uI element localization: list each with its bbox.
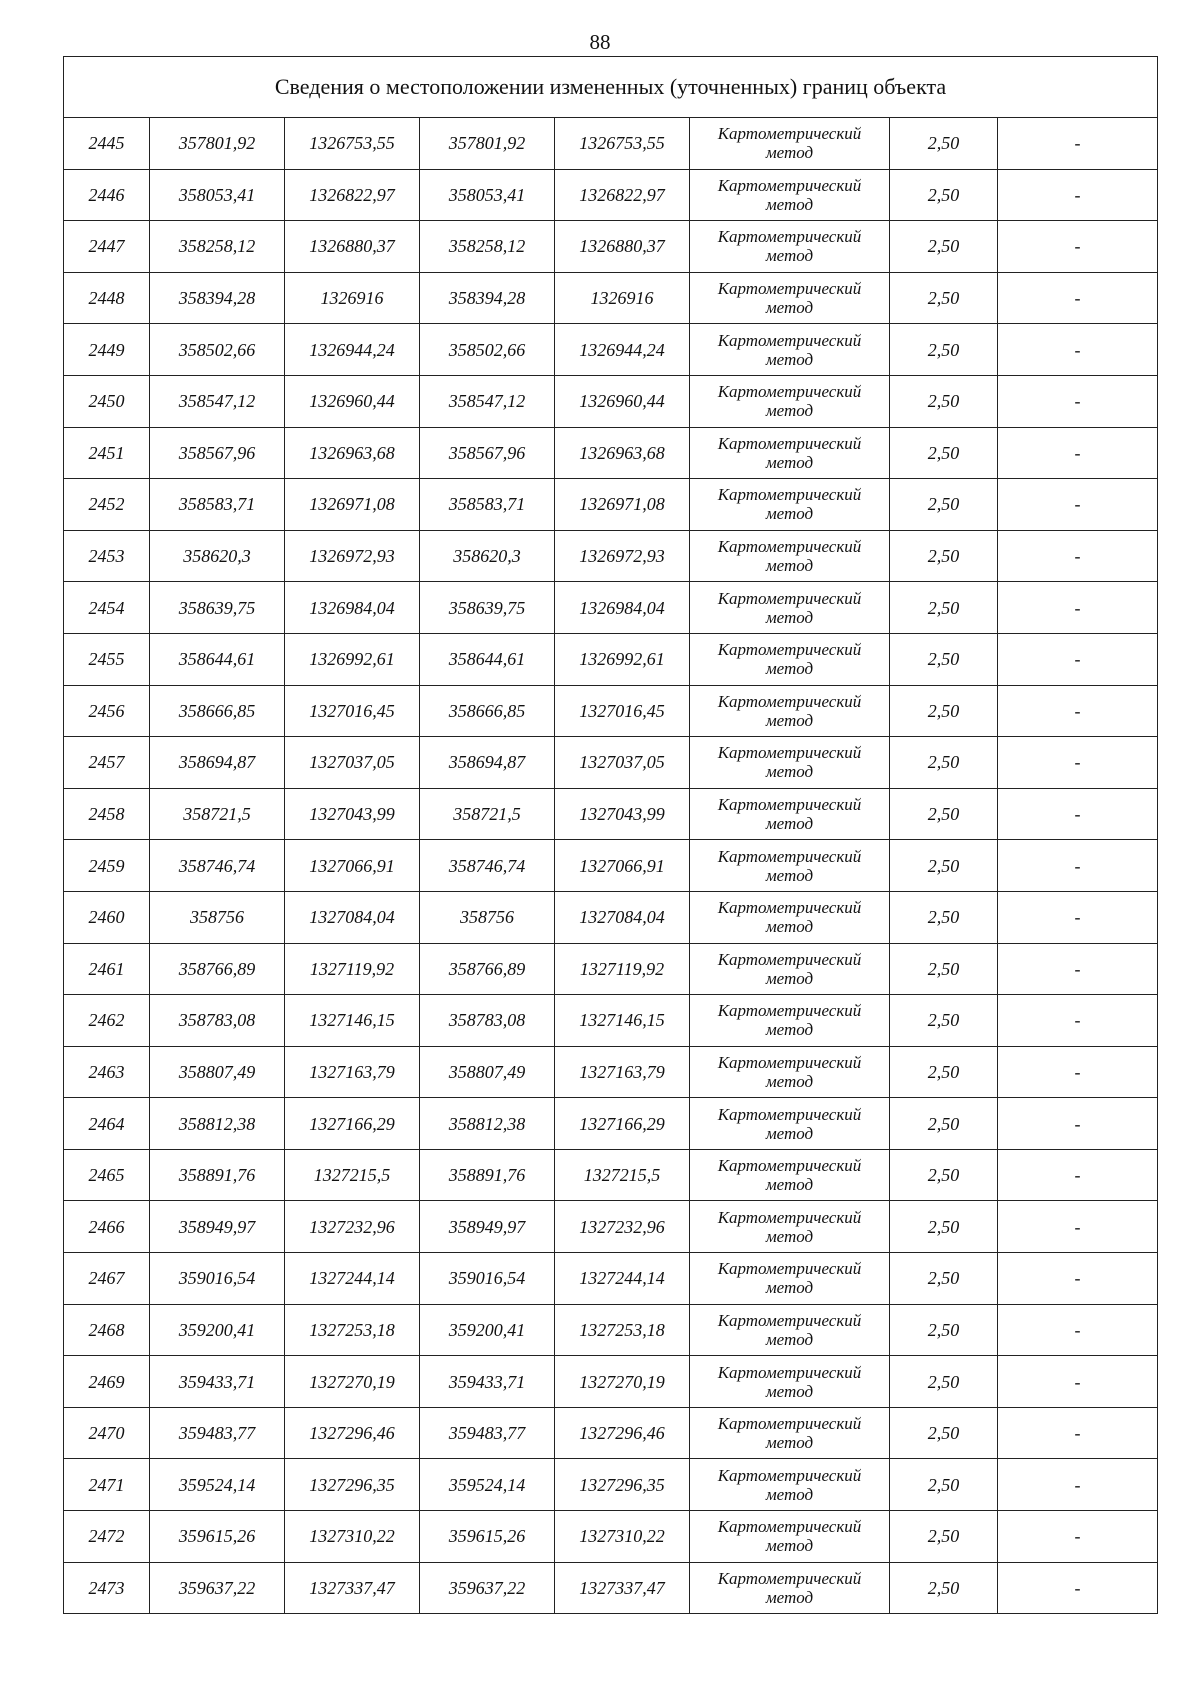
new-x-cell: 358756 bbox=[420, 891, 555, 943]
new-y-cell: 1326944,24 bbox=[555, 324, 690, 376]
existing-x-cell: 358502,66 bbox=[150, 324, 285, 376]
description-cell: - bbox=[998, 943, 1158, 995]
accuracy-cell: 2,50 bbox=[890, 324, 998, 376]
existing-x-cell: 358547,12 bbox=[150, 375, 285, 427]
new-y-cell: 1326992,61 bbox=[555, 633, 690, 685]
description-cell: - bbox=[998, 995, 1158, 1047]
method-cell: Картометрический метод bbox=[690, 633, 890, 685]
description-cell: - bbox=[998, 582, 1158, 634]
new-x-cell: 359433,71 bbox=[420, 1356, 555, 1408]
existing-y-cell: 1326984,04 bbox=[285, 582, 420, 634]
point-number-cell: 2460 bbox=[64, 891, 150, 943]
new-y-cell: 1327146,15 bbox=[555, 995, 690, 1047]
new-x-cell: 359524,14 bbox=[420, 1459, 555, 1511]
point-number-cell: 2459 bbox=[64, 840, 150, 892]
description-cell: - bbox=[998, 633, 1158, 685]
accuracy-cell: 2,50 bbox=[890, 891, 998, 943]
point-number-cell: 2456 bbox=[64, 685, 150, 737]
boundary-table bbox=[63, 56, 1158, 1614]
table-row bbox=[64, 479, 1158, 531]
point-number-cell: 2463 bbox=[64, 1046, 150, 1098]
description-cell: - bbox=[998, 1304, 1158, 1356]
accuracy-cell: 2,50 bbox=[890, 1201, 998, 1253]
new-y-cell: 1327310,22 bbox=[555, 1511, 690, 1563]
description-cell: - bbox=[998, 1201, 1158, 1253]
existing-y-cell: 1326916 bbox=[285, 272, 420, 324]
new-y-cell: 1326972,93 bbox=[555, 530, 690, 582]
table-row bbox=[64, 427, 1158, 479]
existing-y-cell: 1326880,37 bbox=[285, 221, 420, 273]
existing-y-cell: 1326944,24 bbox=[285, 324, 420, 376]
existing-y-cell: 1327043,99 bbox=[285, 788, 420, 840]
table-row bbox=[64, 1459, 1158, 1511]
new-y-cell: 1327037,05 bbox=[555, 737, 690, 789]
existing-x-cell: 358756 bbox=[150, 891, 285, 943]
accuracy-cell: 2,50 bbox=[890, 221, 998, 273]
boundary-table-container bbox=[63, 56, 1157, 1614]
existing-x-cell: 357801,92 bbox=[150, 118, 285, 170]
accuracy-cell: 2,50 bbox=[890, 943, 998, 995]
existing-x-cell: 358258,12 bbox=[150, 221, 285, 273]
table-row bbox=[64, 1511, 1158, 1563]
new-x-cell: 357801,92 bbox=[420, 118, 555, 170]
new-y-cell: 1326984,04 bbox=[555, 582, 690, 634]
point-number-cell: 2466 bbox=[64, 1201, 150, 1253]
existing-y-cell: 1326822,97 bbox=[285, 169, 420, 221]
existing-x-cell: 358891,76 bbox=[150, 1149, 285, 1201]
method-cell: Картометрический метод bbox=[690, 582, 890, 634]
table-row bbox=[64, 324, 1158, 376]
table-row bbox=[64, 375, 1158, 427]
accuracy-cell: 2,50 bbox=[890, 427, 998, 479]
point-number-cell: 2468 bbox=[64, 1304, 150, 1356]
new-x-cell: 358644,61 bbox=[420, 633, 555, 685]
existing-y-cell: 1327232,96 bbox=[285, 1201, 420, 1253]
method-cell: Картометрический метод bbox=[690, 118, 890, 170]
description-cell: - bbox=[998, 685, 1158, 737]
description-cell: - bbox=[998, 1046, 1158, 1098]
method-cell: Картометрический метод bbox=[690, 375, 890, 427]
method-cell: Картометрический метод bbox=[690, 221, 890, 273]
method-cell: Картометрический метод bbox=[690, 1562, 890, 1614]
accuracy-cell: 2,50 bbox=[890, 582, 998, 634]
new-x-cell: 358258,12 bbox=[420, 221, 555, 273]
table-row bbox=[64, 891, 1158, 943]
point-number-cell: 2449 bbox=[64, 324, 150, 376]
method-cell: Картометрический метод bbox=[690, 1407, 890, 1459]
accuracy-cell: 2,50 bbox=[890, 479, 998, 531]
new-y-cell: 1327163,79 bbox=[555, 1046, 690, 1098]
new-y-cell: 1326971,08 bbox=[555, 479, 690, 531]
table-row bbox=[64, 221, 1158, 273]
accuracy-cell: 2,50 bbox=[890, 840, 998, 892]
existing-x-cell: 359016,54 bbox=[150, 1253, 285, 1305]
new-x-cell: 358721,5 bbox=[420, 788, 555, 840]
existing-y-cell: 1327296,35 bbox=[285, 1459, 420, 1511]
existing-x-cell: 358812,38 bbox=[150, 1098, 285, 1150]
point-number-cell: 2465 bbox=[64, 1149, 150, 1201]
point-number-cell: 2453 bbox=[64, 530, 150, 582]
new-x-cell: 359200,41 bbox=[420, 1304, 555, 1356]
description-cell: - bbox=[998, 375, 1158, 427]
point-number-cell: 2445 bbox=[64, 118, 150, 170]
accuracy-cell: 2,50 bbox=[890, 685, 998, 737]
existing-y-cell: 1326972,93 bbox=[285, 530, 420, 582]
existing-y-cell: 1326963,68 bbox=[285, 427, 420, 479]
existing-x-cell: 358721,5 bbox=[150, 788, 285, 840]
existing-y-cell: 1327270,19 bbox=[285, 1356, 420, 1408]
description-cell: - bbox=[998, 1459, 1158, 1511]
point-number-cell: 2461 bbox=[64, 943, 150, 995]
description-cell: - bbox=[998, 1407, 1158, 1459]
table-row bbox=[64, 685, 1158, 737]
point-number-cell: 2450 bbox=[64, 375, 150, 427]
accuracy-cell: 2,50 bbox=[890, 1356, 998, 1408]
method-cell: Картометрический метод bbox=[690, 788, 890, 840]
existing-y-cell: 1327084,04 bbox=[285, 891, 420, 943]
point-number-cell: 2454 bbox=[64, 582, 150, 634]
table-row bbox=[64, 995, 1158, 1047]
method-cell: Картометрический метод bbox=[690, 427, 890, 479]
new-x-cell: 358547,12 bbox=[420, 375, 555, 427]
method-cell: Картометрический метод bbox=[690, 1098, 890, 1150]
new-x-cell: 358694,87 bbox=[420, 737, 555, 789]
table-row bbox=[64, 633, 1158, 685]
existing-y-cell: 1327337,47 bbox=[285, 1562, 420, 1614]
description-cell: - bbox=[998, 1253, 1158, 1305]
existing-y-cell: 1327244,14 bbox=[285, 1253, 420, 1305]
accuracy-cell: 2,50 bbox=[890, 118, 998, 170]
new-x-cell: 358746,74 bbox=[420, 840, 555, 892]
table-row bbox=[64, 1149, 1158, 1201]
new-y-cell: 1327166,29 bbox=[555, 1098, 690, 1150]
existing-y-cell: 1327016,45 bbox=[285, 685, 420, 737]
table-row bbox=[64, 1562, 1158, 1614]
new-x-cell: 358567,96 bbox=[420, 427, 555, 479]
point-number-cell: 2447 bbox=[64, 221, 150, 273]
new-y-cell: 1327244,14 bbox=[555, 1253, 690, 1305]
existing-x-cell: 358807,49 bbox=[150, 1046, 285, 1098]
method-cell: Картометрический метод bbox=[690, 737, 890, 789]
point-number-cell: 2472 bbox=[64, 1511, 150, 1563]
new-y-cell: 1326963,68 bbox=[555, 427, 690, 479]
page-number: 88 bbox=[589, 30, 611, 54]
description-cell: - bbox=[998, 1098, 1158, 1150]
existing-x-cell: 358567,96 bbox=[150, 427, 285, 479]
description-cell: - bbox=[998, 169, 1158, 221]
existing-x-cell: 359483,77 bbox=[150, 1407, 285, 1459]
new-y-cell: 1327043,99 bbox=[555, 788, 690, 840]
accuracy-cell: 2,50 bbox=[890, 1511, 998, 1563]
new-x-cell: 358783,08 bbox=[420, 995, 555, 1047]
table-row bbox=[64, 1046, 1158, 1098]
table-row bbox=[64, 943, 1158, 995]
point-number-cell: 2469 bbox=[64, 1356, 150, 1408]
point-number-cell: 2467 bbox=[64, 1253, 150, 1305]
existing-x-cell: 358949,97 bbox=[150, 1201, 285, 1253]
existing-y-cell: 1326971,08 bbox=[285, 479, 420, 531]
method-cell: Картометрический метод bbox=[690, 479, 890, 531]
point-number-cell: 2462 bbox=[64, 995, 150, 1047]
method-cell: Картометрический метод bbox=[690, 840, 890, 892]
new-x-cell: 358666,85 bbox=[420, 685, 555, 737]
point-number-cell: 2451 bbox=[64, 427, 150, 479]
table-row bbox=[64, 1253, 1158, 1305]
table-row bbox=[64, 118, 1158, 170]
method-cell: Картометрический метод bbox=[690, 530, 890, 582]
point-number-cell: 2446 bbox=[64, 169, 150, 221]
new-y-cell: 1326916 bbox=[555, 272, 690, 324]
accuracy-cell: 2,50 bbox=[890, 1459, 998, 1511]
point-number-cell: 2471 bbox=[64, 1459, 150, 1511]
accuracy-cell: 2,50 bbox=[890, 1253, 998, 1305]
description-cell: - bbox=[998, 1356, 1158, 1408]
method-cell: Картометрический метод bbox=[690, 1201, 890, 1253]
description-cell: - bbox=[998, 1149, 1158, 1201]
method-cell: Картометрический метод bbox=[690, 1459, 890, 1511]
description-cell: - bbox=[998, 530, 1158, 582]
new-y-cell: 1326960,44 bbox=[555, 375, 690, 427]
new-x-cell: 358766,89 bbox=[420, 943, 555, 995]
method-cell: Картометрический метод bbox=[690, 891, 890, 943]
new-x-cell: 358949,97 bbox=[420, 1201, 555, 1253]
description-cell: - bbox=[998, 479, 1158, 531]
accuracy-cell: 2,50 bbox=[890, 1407, 998, 1459]
method-cell: Картометрический метод bbox=[690, 169, 890, 221]
existing-x-cell: 359637,22 bbox=[150, 1562, 285, 1614]
existing-y-cell: 1327066,91 bbox=[285, 840, 420, 892]
table-row bbox=[64, 1356, 1158, 1408]
description-cell: - bbox=[998, 324, 1158, 376]
table-row bbox=[64, 1407, 1158, 1459]
new-x-cell: 358891,76 bbox=[420, 1149, 555, 1201]
description-cell: - bbox=[998, 1562, 1158, 1614]
existing-x-cell: 358694,87 bbox=[150, 737, 285, 789]
existing-x-cell: 358746,74 bbox=[150, 840, 285, 892]
table-title: Сведения о местоположении измененных (уточненных) границ объекта bbox=[64, 57, 1158, 118]
existing-y-cell: 1327310,22 bbox=[285, 1511, 420, 1563]
table-row bbox=[64, 1304, 1158, 1356]
point-number-cell: 2473 bbox=[64, 1562, 150, 1614]
new-y-cell: 1326880,37 bbox=[555, 221, 690, 273]
accuracy-cell: 2,50 bbox=[890, 737, 998, 789]
new-x-cell: 358807,49 bbox=[420, 1046, 555, 1098]
existing-y-cell: 1327166,29 bbox=[285, 1098, 420, 1150]
method-cell: Картометрический метод bbox=[690, 995, 890, 1047]
existing-y-cell: 1327215,5 bbox=[285, 1149, 420, 1201]
new-x-cell: 358053,41 bbox=[420, 169, 555, 221]
new-x-cell: 359016,54 bbox=[420, 1253, 555, 1305]
new-y-cell: 1327296,46 bbox=[555, 1407, 690, 1459]
existing-y-cell: 1327146,15 bbox=[285, 995, 420, 1047]
existing-x-cell: 359615,26 bbox=[150, 1511, 285, 1563]
existing-x-cell: 358053,41 bbox=[150, 169, 285, 221]
description-cell: - bbox=[998, 221, 1158, 273]
accuracy-cell: 2,50 bbox=[890, 633, 998, 685]
new-x-cell: 358639,75 bbox=[420, 582, 555, 634]
new-x-cell: 358502,66 bbox=[420, 324, 555, 376]
table-body bbox=[64, 118, 1158, 1614]
point-number-cell: 2455 bbox=[64, 633, 150, 685]
new-x-cell: 359637,22 bbox=[420, 1562, 555, 1614]
new-x-cell: 358583,71 bbox=[420, 479, 555, 531]
description-cell: - bbox=[998, 272, 1158, 324]
new-x-cell: 358620,3 bbox=[420, 530, 555, 582]
accuracy-cell: 2,50 bbox=[890, 375, 998, 427]
point-number-cell: 2448 bbox=[64, 272, 150, 324]
new-y-cell: 1327084,04 bbox=[555, 891, 690, 943]
table-row bbox=[64, 737, 1158, 789]
existing-x-cell: 358583,71 bbox=[150, 479, 285, 531]
accuracy-cell: 2,50 bbox=[890, 272, 998, 324]
existing-x-cell: 358394,28 bbox=[150, 272, 285, 324]
table-row bbox=[64, 1201, 1158, 1253]
existing-y-cell: 1326992,61 bbox=[285, 633, 420, 685]
description-cell: - bbox=[998, 788, 1158, 840]
new-y-cell: 1327232,96 bbox=[555, 1201, 690, 1253]
existing-x-cell: 358766,89 bbox=[150, 943, 285, 995]
accuracy-cell: 2,50 bbox=[890, 1562, 998, 1614]
table-row bbox=[64, 169, 1158, 221]
new-y-cell: 1326753,55 bbox=[555, 118, 690, 170]
method-cell: Картометрический метод bbox=[690, 1046, 890, 1098]
existing-x-cell: 359524,14 bbox=[150, 1459, 285, 1511]
new-x-cell: 359615,26 bbox=[420, 1511, 555, 1563]
method-cell: Картометрический метод bbox=[690, 1253, 890, 1305]
point-number-cell: 2457 bbox=[64, 737, 150, 789]
new-x-cell: 358812,38 bbox=[420, 1098, 555, 1150]
accuracy-cell: 2,50 bbox=[890, 1098, 998, 1150]
existing-y-cell: 1326960,44 bbox=[285, 375, 420, 427]
method-cell: Картометрический метод bbox=[690, 1149, 890, 1201]
existing-y-cell: 1327119,92 bbox=[285, 943, 420, 995]
existing-y-cell: 1327037,05 bbox=[285, 737, 420, 789]
existing-x-cell: 358620,3 bbox=[150, 530, 285, 582]
table-row bbox=[64, 272, 1158, 324]
new-y-cell: 1327119,92 bbox=[555, 943, 690, 995]
new-y-cell: 1327066,91 bbox=[555, 840, 690, 892]
existing-x-cell: 358639,75 bbox=[150, 582, 285, 634]
existing-y-cell: 1327253,18 bbox=[285, 1304, 420, 1356]
table-row bbox=[64, 788, 1158, 840]
accuracy-cell: 2,50 bbox=[890, 1149, 998, 1201]
new-y-cell: 1327296,35 bbox=[555, 1459, 690, 1511]
point-number-cell: 2452 bbox=[64, 479, 150, 531]
new-x-cell: 358394,28 bbox=[420, 272, 555, 324]
point-number-cell: 2458 bbox=[64, 788, 150, 840]
method-cell: Картометрический метод bbox=[690, 1511, 890, 1563]
new-y-cell: 1327270,19 bbox=[555, 1356, 690, 1408]
accuracy-cell: 2,50 bbox=[890, 530, 998, 582]
new-x-cell: 359483,77 bbox=[420, 1407, 555, 1459]
accuracy-cell: 2,50 bbox=[890, 788, 998, 840]
description-cell: - bbox=[998, 840, 1158, 892]
method-cell: Картометрический метод bbox=[690, 685, 890, 737]
accuracy-cell: 2,50 bbox=[890, 1046, 998, 1098]
point-number-cell: 2470 bbox=[64, 1407, 150, 1459]
description-cell: - bbox=[998, 427, 1158, 479]
table-row bbox=[64, 582, 1158, 634]
method-cell: Картометрический метод bbox=[690, 1356, 890, 1408]
existing-y-cell: 1327296,46 bbox=[285, 1407, 420, 1459]
method-cell: Картометрический метод bbox=[690, 324, 890, 376]
existing-x-cell: 358644,61 bbox=[150, 633, 285, 685]
description-cell: - bbox=[998, 1511, 1158, 1563]
description-cell: - bbox=[998, 891, 1158, 943]
point-number-cell: 2464 bbox=[64, 1098, 150, 1150]
existing-x-cell: 358783,08 bbox=[150, 995, 285, 1047]
existing-y-cell: 1326753,55 bbox=[285, 118, 420, 170]
existing-y-cell: 1327163,79 bbox=[285, 1046, 420, 1098]
new-y-cell: 1326822,97 bbox=[555, 169, 690, 221]
method-cell: Картометрический метод bbox=[690, 943, 890, 995]
accuracy-cell: 2,50 bbox=[890, 1304, 998, 1356]
accuracy-cell: 2,50 bbox=[890, 169, 998, 221]
table-row bbox=[64, 1098, 1158, 1150]
existing-x-cell: 358666,85 bbox=[150, 685, 285, 737]
existing-x-cell: 359200,41 bbox=[150, 1304, 285, 1356]
new-y-cell: 1327337,47 bbox=[555, 1562, 690, 1614]
method-cell: Картометрический метод bbox=[690, 1304, 890, 1356]
accuracy-cell: 2,50 bbox=[890, 995, 998, 1047]
new-y-cell: 1327016,45 bbox=[555, 685, 690, 737]
description-cell: - bbox=[998, 118, 1158, 170]
description-cell: - bbox=[998, 737, 1158, 789]
method-cell: Картометрический метод bbox=[690, 272, 890, 324]
table-row bbox=[64, 840, 1158, 892]
new-y-cell: 1327253,18 bbox=[555, 1304, 690, 1356]
table-row bbox=[64, 530, 1158, 582]
new-y-cell: 1327215,5 bbox=[555, 1149, 690, 1201]
existing-x-cell: 359433,71 bbox=[150, 1356, 285, 1408]
